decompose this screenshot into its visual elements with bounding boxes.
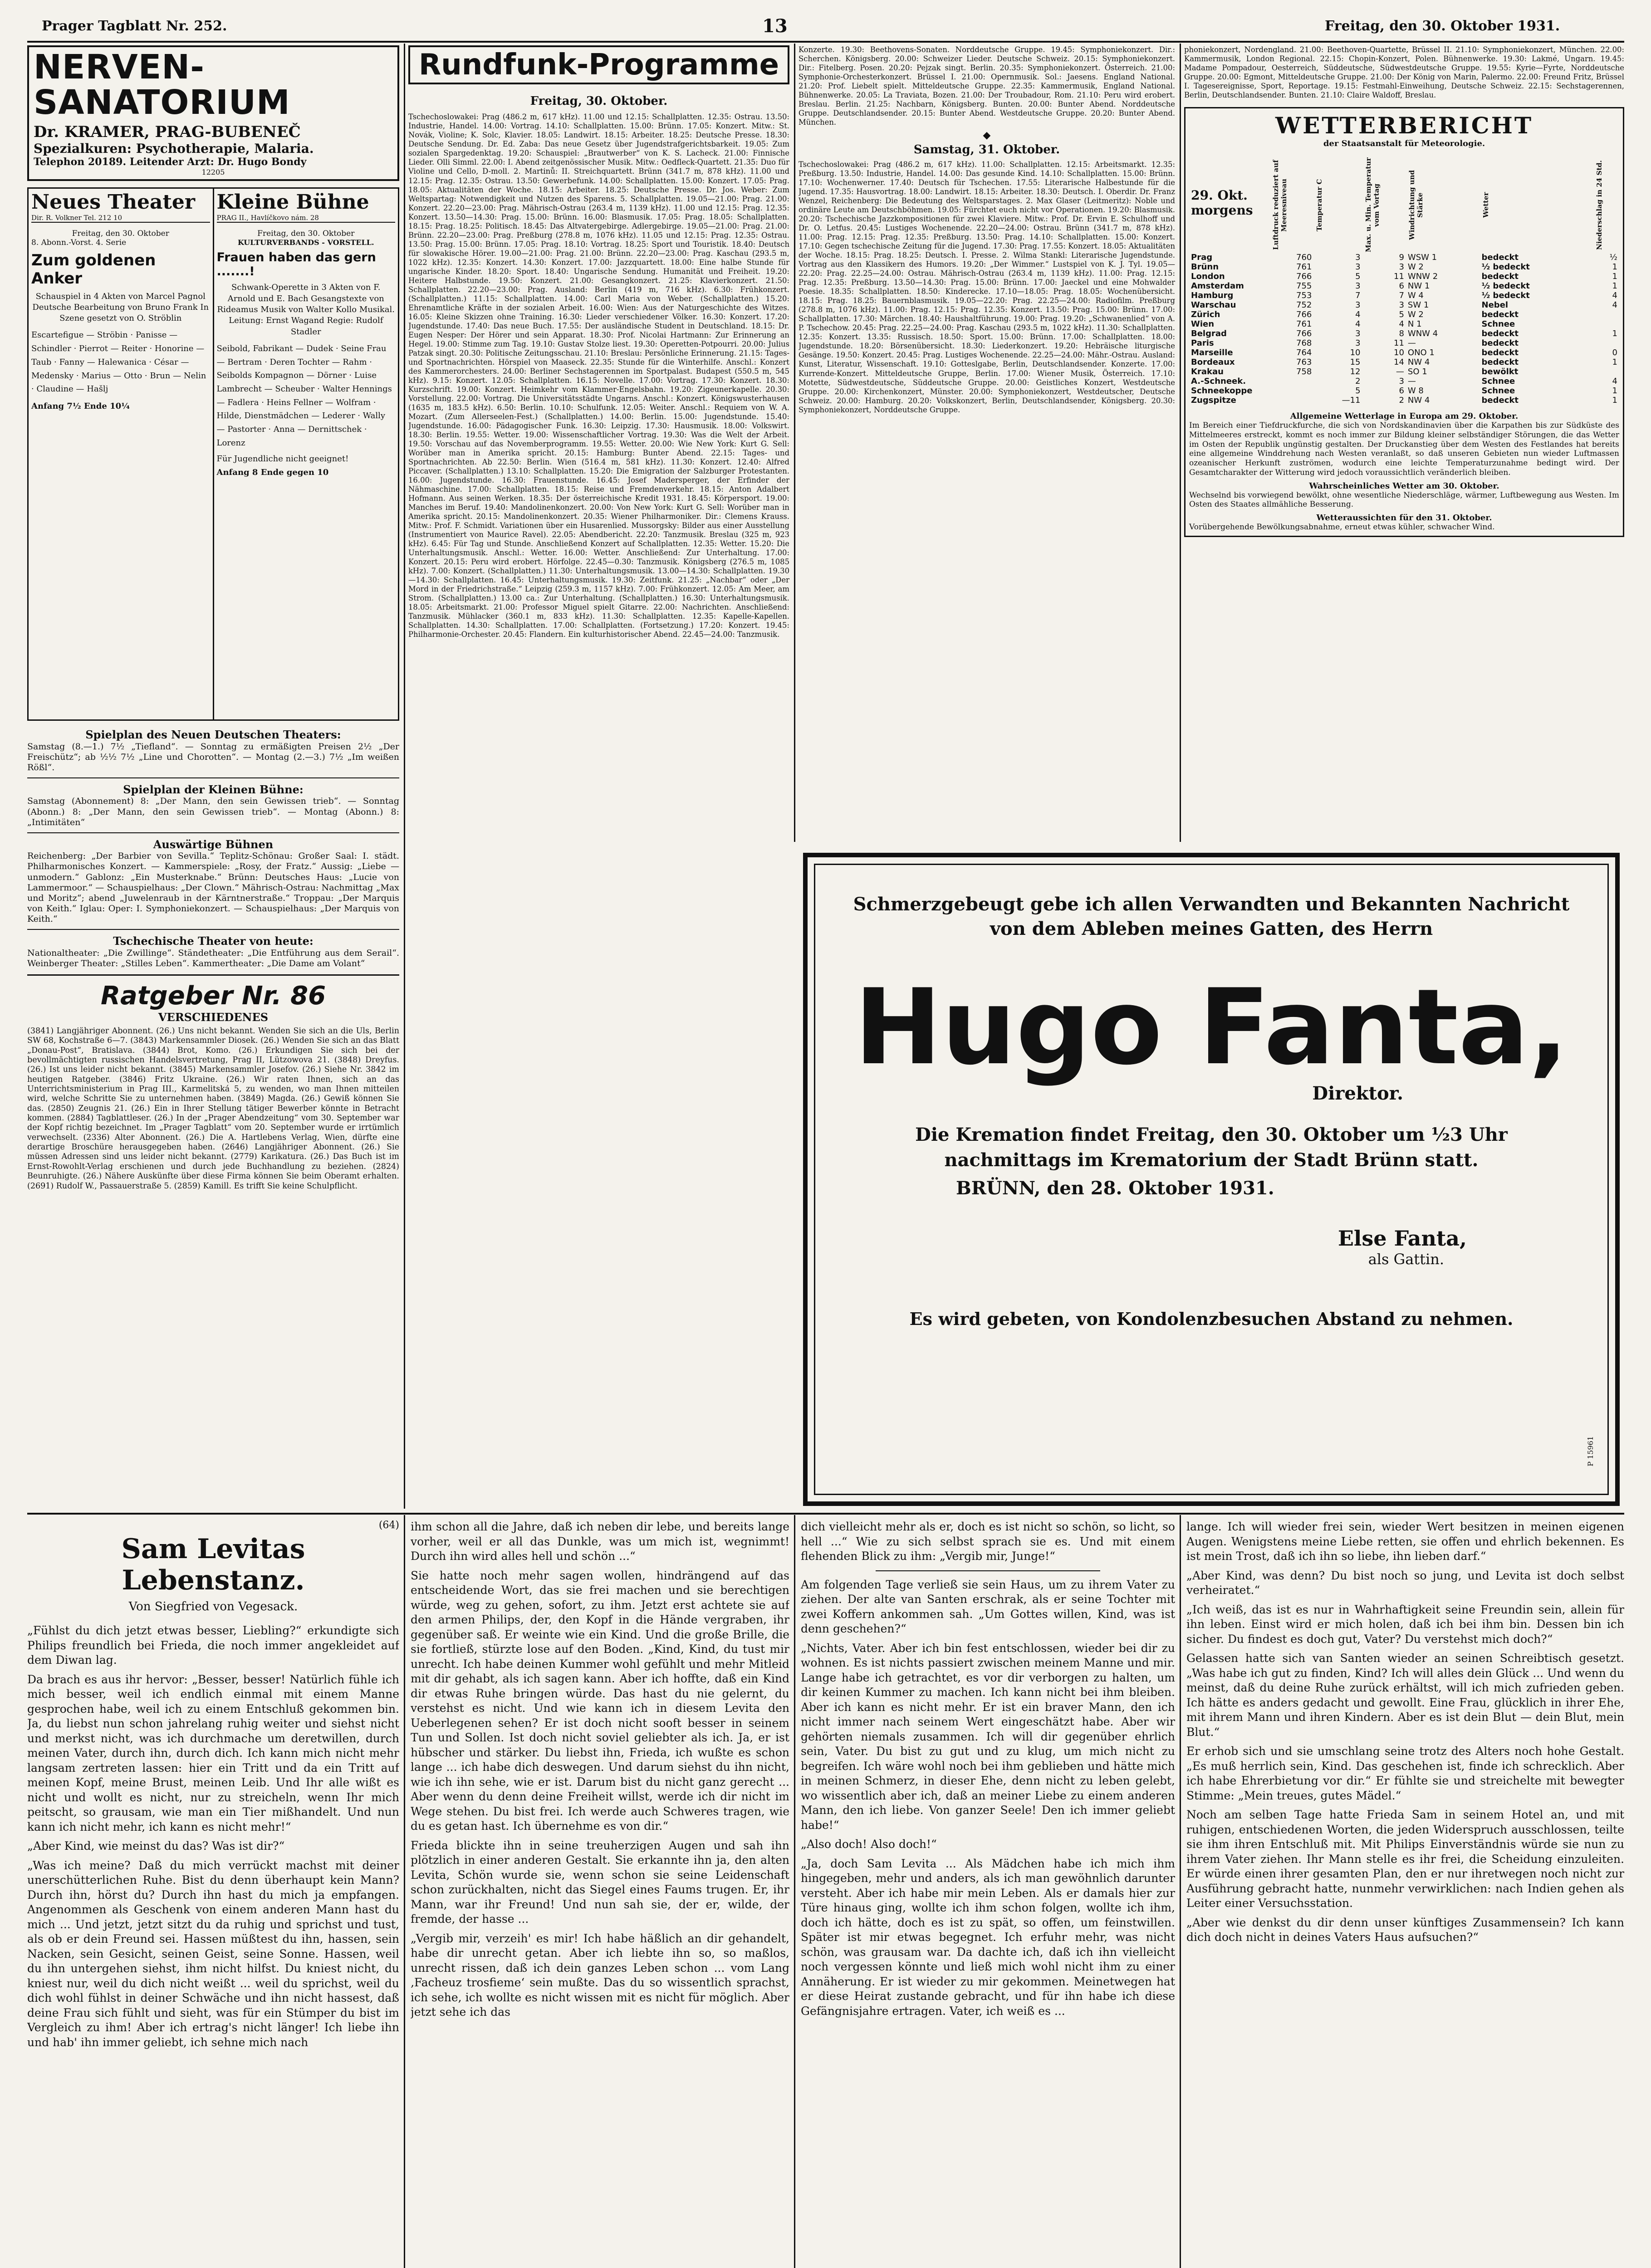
- wetter-cell-mx: 6: [1399, 386, 1404, 396]
- feuilleton-text-1: [27, 1623, 399, 2050]
- kleine-buehne-sub: PRAG II., Havlíčkovo nám. 28: [217, 214, 396, 223]
- wetter-cell-wx: bedeckt: [1481, 310, 1519, 320]
- wetter-cell-t: 3: [1355, 300, 1361, 310]
- feuilleton-number: (64): [378, 1520, 399, 1531]
- wetter-cell-mx: 14: [1394, 357, 1404, 367]
- rundfunk-col3-top: phoniekonzert, Nordengland. 21.00: Beethoven-Quartette, Brüssel II. 21.10: Symphoniekonzert, München. 22.00: Kammermusik, London Regional. 22.15: Chopin-Konzert, Polen. Bühnenwerke. 19.30: Lakmé, Ungarn. 19.45: Madame Pompadour, Oesterreich, Süddeutsche, Südwestdeutsche Gruppe. 19.55: Kyrie—Fyrte, Norddeutsche Gruppe. 20.00: Egmont, Mitteldeutsche Gruppe. 21.00: Der König von Marin, Palermo. 22.00: Freund Fritz, Brüssel I. Tagesereignisse, Sport, Reportage. 19.15: Festmahl-Einweihung, Deutsche Schweiz. 22.15: Sechstagerennen, Berlin, Deutschlandsender. Bunten. 21.10: Claire Waldoff, Breslau.: [1184, 45, 1624, 100]
- paragraph: Da brach es aus ihr hervor: „Besser, besser! Natürlich fühle ich mich besser, weil ich endlich einmal mit einem Manne gesprochen habe, weil ich zu einem Entschluß gekommen bin. Ja, du liebst nun schon jahrelang ruhig weiter und siehst nicht und merkst nicht, was ich durchmache um deretwillen, durch meinen Vater, durch ihn, durch dich. Ich kann mich nicht mehr langsam zertreten lassen: hier ein Tritt und da ein Tritt auf meinen Kopf, meine Brust, meinen Leib. Und Ihr alle wißt es nicht und wollt es nicht, nur zu streicheln, wenn Ihr mich peitscht, so grausam, wie man ein Tier mißhandelt. Und nun kann ich nicht mehr, ich kann es nicht mehr!“: [27, 1672, 399, 1833]
- wetter-col-precip: Niederschlag in 24 Std.: [1595, 160, 1604, 250]
- spielplan-neues-text: Samstag (8.—1.) 7½ „Tiefland“. — Sonntag zu ermäßigten Preisen 2½ „Der Freischütz“; ab ½½ 7½ „Line und Chorotten“. — Montag (2.—3.) 7½ „Im weißen Rößl“.: [27, 741, 399, 772]
- wetter-cell-p: 760: [1296, 253, 1312, 263]
- wetter-cell-wx: bedeckt: [1481, 272, 1519, 282]
- wetter-cell-n: 0: [1612, 348, 1617, 358]
- kleine-buehne-title: Kleine Bühne: [216, 191, 369, 214]
- wetter-cell-p: 766: [1296, 272, 1312, 282]
- wetter-col-max: Max. u. Min. Temperatur vom Vortag: [1364, 157, 1381, 253]
- neues-theater-sub: Dir. R. Volkner Tel. 212 10: [31, 214, 210, 223]
- wetter-cell-mx: 9: [1399, 253, 1404, 263]
- wetter-table: [1189, 153, 1619, 405]
- divider: [27, 832, 399, 833]
- wetter-cell-mx: 3: [1399, 300, 1404, 310]
- wetter-cell-wx: bedeckt: [1481, 348, 1519, 358]
- wetter-cell-n: [1593, 338, 1619, 348]
- wetter-col-pressure: Luftdruck reduziert auf Meeresniveau: [1272, 160, 1288, 250]
- wetter-cell-t: 3: [1355, 262, 1361, 272]
- wetter-row: [1189, 367, 1619, 376]
- tschech-theater-text: Nationaltheater: „Die Zwillinge“. Ständetheater: „Die Entführung aus dem Serail“. Weinberger Theater: „Stilles Leben“. Kammertheater: „Die Dame am Volant“: [27, 948, 399, 968]
- divider: [27, 929, 399, 930]
- wetter-row: [1189, 357, 1619, 367]
- wetter-cell-mx: 5: [1399, 310, 1404, 320]
- wetter-cell-p: 752: [1296, 300, 1312, 310]
- wetter-row: [1189, 253, 1619, 262]
- column-rule: [794, 1515, 795, 2268]
- wetter-cell-n: [1593, 310, 1619, 319]
- wetter-cell-city: Prag: [1191, 253, 1213, 263]
- wetter-row: [1189, 272, 1619, 281]
- wetter-cell-city: Warschau: [1191, 300, 1236, 310]
- masthead-rule: [27, 41, 1624, 43]
- wetter-cell-wind: WNW 4: [1407, 329, 1438, 339]
- wetter-cell-city: Marseille: [1191, 348, 1233, 358]
- neues-theater-cast: Escartefigue — Ströbin · Panisse — Schindler · Pierrot — Reiter · Honorine — Taub · Fanny — Halewanica · César — Medensky · Marius — Otto · Brun — Nelin · Claudine — Hašlj: [31, 330, 206, 394]
- sanatorium-line2: Spezialkuren: Psychotherapie, Malaria.: [34, 141, 314, 156]
- kleine-buehne-cast: Seibold, Fabrikant — Dudek · Seine Frau — Bertram · Deren Tochter — Rahm · Seibolds Kompagnon — Dörner · Luise Lambrecht — Scheuber · Walter Hennings — Fadlera · Heins Fellner — Wolfram · Hilde, Dienstmädchen — Lederer · Wally — Pastorter · Anna — Dernittschek · Lorenz: [216, 343, 392, 448]
- kleine-buehne-abo: KULTURVERBANDS - VORSTELL.: [237, 238, 374, 247]
- paragraph: „Ich weiß, das ist es nur in Wahrhaftigkeit seine Freundin sein, allein für ihn leben. Einst wird er mich holen, daß ich bei ihm bin. Dessen bin ich sicher. Du findest es doch gut, Vater? Du verstehst mich doch?“: [1186, 1603, 1624, 1646]
- wetter-cell-n: 4: [1612, 291, 1617, 301]
- wetter-cell-wind: ONO 1: [1407, 348, 1435, 358]
- obituary-sign-sub: als Gattin.: [1368, 1250, 1444, 1268]
- neues-theater-desc: Schauspiel in 4 Akten von Marcel Pagnol Deutsche Bearbeitung von Bruno Frank In Szene gesetzt von O. Ströblin: [32, 291, 209, 323]
- paragraph: „Nichts, Vater. Aber ich bin fest entschlossen, wieder bei dir zu wohnen. Es ist nichts passiert zwischen meinem Manne und mir. Lange habe ich getrachtet, es vor dir verborgen zu halten, um dir keinen Kummer zu machen. Ich kann nicht bei ihm bleiben. Aber ich kann es nicht mehr. Er ist ein braver Mann, den ich nicht immer nach seinem Wert eingeschätzt habe. Aber wir gehörten niemals zusammen. Ich will dir gegenüber ehrlich sein, Vater. Du bist zu gut und zu klug, um mich nicht zu begreifen. Ich wäre wohl noch bei ihm geblieben und hätte mich in meinen Schmerz, in dieser Ehe, denn nicht zu leben gelebt, wo wissentlich aber ich, daß an meiner Liebe zu einem anderen Mann, den ich liebe. Von ganzer Seele! Den ich immer geliebt habe!“: [801, 1641, 1175, 1832]
- wetter-cell-n: [1593, 319, 1619, 329]
- feuilleton-col-3: [801, 1520, 1175, 2268]
- sanatorium-line3: Telephon 20189. Leitender Arzt: Dr. Hugo Bondy: [34, 156, 307, 168]
- rundfunk-saturday: Samstag, 31. Oktober.: [913, 143, 1060, 157]
- wetter-cell-mx: 11: [1394, 272, 1404, 282]
- wetter-cell-wind: SO 1: [1407, 367, 1427, 377]
- wetter-today-title: Wahrscheinliches Wetter am 30. Oktober.: [1309, 481, 1499, 491]
- wetter-cell-p: 758: [1296, 367, 1312, 377]
- paragraph: Am folgenden Tage verließ sie sein Haus, um zu ihrem Vater zu ziehen. Der alte van Santen erschrak, als er seine Tochter mit zwei Koffern ankommen sah. „Um Gottes willen, Kind, was ist denn geschehen?“: [801, 1578, 1175, 1635]
- paragraph: Noch am selben Tage hatte Frieda Sam in seinem Hotel an, und mit ruhigen, entschiedenen Worten, die jeden Widerspruch ausschlossen, teilte sie ihm ihren Entschluß mit. Mit Philips Einverständnis würde sie nun zu ihrem Vater ziehen. Ihr Mann stelle es ihr frei, die Scheidung einzuleiten. Er würde einen ihrer gesamten Plan, den er nur ihretwegen noch nicht zur Ausführung gebracht hatte, nunmehr verwirklichen: nach Indien gehen als Leiter einer Versuchsstation.: [1186, 1808, 1624, 1910]
- wetter-cell-wind: SW 1: [1407, 300, 1429, 310]
- wetter-cell-wind: W 2: [1407, 262, 1424, 272]
- wetter-outlook-title: Wetteraussichten für den 31. Oktober.: [1316, 513, 1492, 523]
- wetter-cell-mx: 6: [1399, 281, 1404, 291]
- kleine-buehne-play: Frauen haben das gern .......!: [216, 250, 376, 279]
- wetter-outlook: Vorübergehende Bewölkungsabnahme, erneut etwas kühler, schwacher Wind.: [1189, 522, 1495, 532]
- wetter-cell-n: 1: [1612, 386, 1617, 396]
- wetter-cell-wx: bedeckt: [1481, 357, 1519, 367]
- neues-theater-play: Zum goldenen Anker: [31, 251, 156, 288]
- wetter-cell-city: Amsterdam: [1191, 281, 1244, 291]
- wetter-cell-p: 761: [1296, 262, 1312, 272]
- wetter-cell-p: 761: [1296, 319, 1312, 329]
- paragraph: lange. Ich will wieder frei sein, wieder Wert besitzen in meinen eigenen Augen. Wenigstens meine Liebe retten, sie offen und ehrlich bekennen. Es ist mein Trost, daß ich ihn so liebe, ihn lieben darf.“: [1186, 1520, 1624, 1563]
- rundfunk-friday-text: Tschechoslowakei: Prag (486.2 m, 617 kHz). 11.00 und 12.15: Schallplatten. 12.35: Ostrau. 13.50: Industrie, Handel. 14.00: Vortrag. 14.10: Schallplatten. 15.00: Brünn. 17.05: Konzert. Mitw.: St. Novák, Violine; K. Solc, Klavier. 18.05: Landwirt. 18.15: Arbeiter. 18.25: Deutsche Presse. 18.30: Deutsche Sendung. Dr. Ed. Zaba: Das neue Gesetz über Jugendstrafgerichtsbarkeit. 19.05: Zum sozialen Spargedenktag. 19.20: Schauspiel: „Brautwerber“ von K. S. Lacheck. 21.00: Finnische Lieder. Olli Simml. 22.00: I. Abend zeitgenössischer Musik. Mitw.: Oedfleck-Quartett. 21.35: Duo für Violine und Cello, D-moll. 2. Martinů: II. Streichquartett. Brünn (341.7 m, 878 kHz). 11.00 und 12.15: Prag. 12.35: Ostrau. 13.50: Gewerbefunk. 14.00: Schallplatten. 15.00: Konzert. 17.05: Prag. 18.05: Aktualitäten der Woche. 18.15: Arbeiter. 18.25: Deutsche Presse. Dr. Jos. Weber: Zum Weltspartag: Notwendigkeit und Nutzen des Sparens. 5. Schallplatten. 19.05—21.00: Prag. 21.00: Konzert. 22.20—23.00: Prag. Mährisch-Ostrau (263.4 m, 1139 kHz). 11.00 und 12.15: Prag. 12.35: Konzert. 13.50—14.30: Prag. 15.00: Brünn. 16.00: Blasmusik. 17.05: Prag. 18.05: Schallplatten. 18.15: Prag. 18.25: Politisch. 18.45: Das Altvatergebirge. Adlergebirge. 19.05—21.00: Prag. 21.00: Brünn. 22.20—23.00: Prag. Preßburg (278.8 m, 1076 kHz). 11.05 und 12.15: Prag. 12.35: Ostrau. 13.50: Prag. 15.00: Brünn. 17.05: Prag. 18.10: Vortrag. 18.25: Sport und Touristik. 18.40: Deutsch für slowakische Hörer. 19.00—21.00: Prag. 21.00: Brünn. 22.20—23.00: Prag. Kaschau (293.5 m, 1022 kHz). 12.35: Konzert. 14.30: Konzert. 17.00: Jazzquartett. 18.00: Eine halbe Stunde für ungarische Kinder. 18.20: Sport. 18.40: Ungarische Sendung. Humanität und Freiheit. 19.20: Heitere Halbstunde. 19.50: Konzert. 21.00: Gesangkonzert. 21.25: Klavierkonzert. 21.50: Schallplatten. 22.20—23.00: Prag. Ausland: Berlin (419 m, 716 kHz). 6.30: Frühkonzert. (Schallplatten.) 11.15: Schallplatten. 14.00: Carl Maria von Weber. (Schallplatten.) 15.20: Ehrenamtliche Kräfte in der sozialen Arbeit. 16.00: Wien: Aus der Naturgeschichte des Witzes. 16.05: Kleine Skizzen ohne Training. 16.30: Lieder verschiedener Völker. 16.30: Konzert. 17.20: Jugendstunde. 17.40: Das neue Buch. 17.55: Der ausländische Student in Deutschland. 18.15: Dr. Eugen Nesper: Der Hörer und sein Apparat. 18.30: Prof. Nicolai Hartmann: Zur Erinnerung an Hegel. 19.00: Stimme zum Tag. 19.10: Gustav Stolze liest. 19.30: Operetten-Potpourri. 20.00: Julius Patzak singt. 20.30: Politische Zeitungsschau. 21.10: Breslau: Persönliche Erinnerung. 21.15: Tages- und Sportnachrichten. Hörspiel von Maaseck. 22.35: Stunde für die Winterhilfe. Anschl.: Konzert des Kammerorchesters. 24.00: Berliner Sechstagerennen im Sportpalast. Budapest (550.5 m, 545 kHz). 9.15: Konzert. 12.05: Schallplatten. 16.15: Novelle. 17.00: Vortrag. 17.30: Konzert. 18.30: Kurzschrift. 19.00: Konzert. Heimkehr vom Klammer-Engelsbahn. 19.20: Zigeunerkapelle. 20.30: Vorstellung. 22.00: Vortrag. Die Universitätsstädte Ungarns. Anschl.: Konzert. Königswusterhausen (1635 m, 183.5 kHz). 6.50: Berlin. 10.10: Schulfunk. 12.05: Weiter. Anschl.: Requiem von W. A. Mozart. (Zum Allerseelen-Fest.) (Schallplatten.) 14.00: Berlin. 15.00: Jugendstunde. 15.40: Jugendstunde. 16.00: Pädagogischer Funk. 16.30: Leipzig. 17.30: Hausmusik. 18.00: Volkswirt. 18.30: Berlin. 19.55: Wetter. 19.00: Wissenschaftlicher Vortrag. 19.30: Was die Welt der Arbeit. 19.50: Vorschau auf das Novemberprogramm. 19.55: Wetter. 20.00: Wie New York: Kurt G. Sell: Worüber man in Amerika spricht. 20.15: Hamburg: Bunter Abend. 22.15: Tages- und Sportnachrichten. Ab 22.50: Berlin. Wien (516.4 m, 581 kHz). 11.30: Konzert. 12.40: Alfred Piccaver. (Schallplatten.) 13.10: Schallplatten. 15.20: Die Emigration der Salzburger Protestanten. 16.00: Jugendstunde. 16.30: Frauenstunde. 16.45: Josef Madersperger, der Erfinder der Nähmaschine. 17.00: Schallplatten. 18.15: Reise und Fremdenverkehr. 18.15: Anton Adalbert Hofmann. Aus seinen Werken. 18.35: Der österreichische Kredit 1931. 18.45: Körpersport. 19.00: Manches im Beruf. 19.40: Mandolinenkonzert. 20.00: Von New York: Kurt G. Sell: Worüber man in Amerika spricht. 20.15: Mandolinenkonzert. 20.35: Wiener Philharmoniker. Dir.: Clemens Krauss. Mitw.: Prof. F. Schmidt. Variationen über ein Husarenlied. Mussorgsky: Bilder aus einer Ausstellung (Instrumentiert von Maurice Ravel). 22.05: Abendbericht. 22.20: Tanzmusik. Breslau (325 m, 923 kHz). 6.45: Für Tag und Stunde. Anschließend Konzert auf Schallplatten. 12.35: Wetter. 15.20: Die Unterhaltungsmusik. Anschl.: Wetter. 16.00: Wetter. Anschließend: Zur Unterhaltung. 17.00: Konzert. 20.15: Peru wird erobert. Hörfolge. 22.45—0.30: Tanzmusik. Königsberg (276.5 m, 1085 kHz). 7.00: Konzert. (Schallplatten.) 11.30: Unterhaltungsmusik. 13.00—14.30: Schallplatten. 19.30—14.30: Schallplatten. 16.45: Unterhaltungsmusik. 19.30: Zeitfunk. 21.25: „Nachbar“ oder „Der Mord in der Friedrichstraße.“ Leipzig (259.3 m, 1157 kHz). 7.00: Frühkonzert. 12.05: Am Meer, am Strom. (Schallplatten.) 13.00 ca.: Zur Unterhaltung. (Schallplatten.) 16.30: Unterhaltungsmusik. 18.05: Arbeitsmarkt. 21.00: Professor Miguel spielt Gitarre. 22.00: Nachrichten. Anschließend: Tanzmusik. Mühlacker (360.1 m, 833 kHz). 11.30: Schallplatten. 12.35: Kapelle-Kapellen. Schallplatten. 14.30: Schallplatten. 17.00: Schallplatten. (Fortsetzung.) 17.20: Konzert. 19.45: Philharmonie-Orchester. 20.45: Flandern. Ein kulturhistorischer Abend. 22.45—24.00: Tanzmusik.: [408, 112, 789, 639]
- wetter-cell-n: 1: [1612, 329, 1617, 339]
- wetter-cell-wx: ½ bedeckt: [1481, 262, 1530, 272]
- kleine-buehne-note: Für Jugendliche nicht geeignet!: [216, 454, 349, 464]
- spielplan-kleine: [27, 783, 399, 828]
- feuilleton-col-2: [411, 1520, 789, 2268]
- neues-theater-abo: 8. Abonn.-Vorst. 4. Serie: [31, 238, 127, 248]
- wetter-today: Wechselnd bis vorwiegend bewölkt, ohne wesentliche Niederschläge, wärmer, Luftbewegung aus Westen. Im Osten des Staates allmähliche Besserung.: [1189, 490, 1619, 509]
- wetter-cell-wx: bedeckt: [1481, 338, 1519, 348]
- obituary-role: Direktor.: [1312, 1082, 1403, 1104]
- sanatorium-title: NERVEN-SANATORIUM: [34, 48, 290, 122]
- feuilleton-author: Von Siegfried von Vegesack.: [128, 1600, 298, 1613]
- wetter-cell-n: 1: [1612, 272, 1617, 282]
- wetter-cell-t: 3: [1355, 253, 1361, 263]
- spielplan-kleine-title: Spielplan der Kleinen Bühne:: [123, 783, 304, 797]
- neues-theater-start: Anfang 7½ Ende 10¼: [31, 401, 130, 411]
- divider: [27, 777, 399, 778]
- wetter-cell-wind: NW 4: [1407, 357, 1430, 367]
- obituary-notice: [803, 853, 1620, 1506]
- wetter-cell-t: 12: [1350, 367, 1361, 377]
- sanatorium-line1: Dr. KRAMER, PRAG-BUBENEČ: [34, 123, 301, 142]
- wetter-col-wind: Windrichtung und Stärke: [1407, 170, 1424, 240]
- wetter-cell-t: 5: [1355, 386, 1361, 396]
- rundfunk-column-2: [799, 45, 1175, 842]
- wetter-cell-p: 763: [1296, 357, 1312, 367]
- wetter-cell-wind: WNW 2: [1407, 272, 1438, 282]
- theater-ads: [27, 187, 399, 721]
- obituary-name: Hugo Fanta,: [854, 967, 1569, 1088]
- tschech-theater: [27, 934, 399, 969]
- feuilleton-rule: [27, 1513, 1624, 1515]
- wetter-cell-mx: 7: [1399, 291, 1404, 301]
- wetter-cell-n: 1: [1612, 396, 1617, 406]
- paragraph: Gelassen hatte sich van Santen wieder an seinen Schreibtisch gesetzt. „Was habe ich gut zu finden, Kind? Ich will alles dein Glück ... Und wenn du meinst, daß du deine Ruhe zurück erhältst, will ich mich zufrieden geben. Ich hätte es anders gedacht und gewollt. Eine Frau, glücklich in ihrer Ehe, mit ihrem Mann und ihren Kindern. Aber es ist dein Blut — dein Blut, mein Blut.“: [1186, 1652, 1624, 1739]
- kleine-buehne-start: Anfang 8 Ende gegen 10: [216, 467, 329, 477]
- obituary-note: Es wird gebeten, von Kondolenzbesuchen Abstand zu nehmen.: [909, 1308, 1514, 1329]
- wetter-cell-city: Brünn: [1191, 262, 1219, 272]
- wetter-cell-wind: W 2: [1407, 310, 1424, 320]
- column-rule: [404, 1515, 405, 2268]
- auswaertige-text: Reichenberg: „Der Barbier von Sevilla.“ Teplitz-Schönau: Großer Saal: I. städt. Philharmonisches Konzert. — Kammerspiele: „Rosy, der Fratz.“ Aussig: „Liebe — unmodern.“ Gablonz: „Ein Musterknabe.“ Brünn: Deutsches Haus: „Lucie von Lammermoor.“ — Schauspielhaus: „Der Clown.“ Mährisch-Ostrau: Nachmittag „Max und Moritz“; abend „Juwelenraub in der Kärntnerstraße.“ Troppau: „Der Marquis von Keith.“ Iglau: Oper: I. Symphoniekonzert. — Schauspielhaus: „Der Marquis von Keith.“: [27, 851, 399, 924]
- divider: [876, 1570, 1100, 1571]
- wetter-cell-wind: NW 1: [1407, 281, 1430, 291]
- paragraph: dich vielleicht mehr als er, doch es ist nicht so schön, so licht, so hell ...“ Wie zu sich selbst sprach sie es. Und mit einem flehenden Blick zu ihm: „Vergib mir, Junge!“: [801, 1520, 1175, 1563]
- wetter-cell-mx: 4: [1399, 319, 1404, 329]
- wetter-cell-mx: 10: [1394, 348, 1404, 358]
- feuilleton-text-4: [1186, 1520, 1624, 1945]
- wetter-cell-wx: bedeckt: [1481, 329, 1519, 339]
- spielplan-kleine-text: Samstag (Abonnement) 8: „Der Mann, den sein Gewissen trieb“. — Sonntag (Abonn.) 8: „Der Mann, den sein Gewissen trieb“. — Montag (Abonn.) 8: „Intimitäten“: [27, 796, 399, 827]
- wetter-cell-wind: WSW 1: [1407, 253, 1437, 263]
- wetter-cell-t: 15: [1350, 357, 1361, 367]
- wetter-cell-mx: 3: [1399, 262, 1404, 272]
- divider: [27, 974, 399, 976]
- wetter-cell-p: 768: [1296, 338, 1312, 348]
- wetter-cell-city: Krakau: [1191, 367, 1224, 377]
- paragraph: „Aber wie denkst du dir denn unser künftiges Zusammensein? Ich kann dich doch nicht in deines Vaters Haus aufsuchen?“: [1186, 1916, 1624, 1944]
- ratgeber-title: Ratgeber Nr. 86: [100, 981, 326, 1011]
- wetter-row: [1189, 300, 1619, 310]
- wetter-cell-wx: Schnee: [1481, 376, 1515, 386]
- masthead-right: Freitag, den 30. Oktober 1931.: [1325, 18, 1560, 34]
- wetter-cell-wind: W 4: [1407, 291, 1424, 301]
- wetter-row: [1189, 281, 1619, 291]
- obituary-code: P 15961: [1586, 1436, 1595, 1466]
- right-column: [1184, 45, 1624, 842]
- wetter-cell-wx: ½ bedeckt: [1481, 291, 1530, 301]
- wetter-rows: [1189, 253, 1619, 405]
- sanatorium-code: 12205: [201, 168, 225, 177]
- paragraph: „Aber Kind, wie meinst du das? Was ist dir?“: [27, 1839, 285, 1853]
- paragraph: „Ja, doch Sam Levita ... Als Mädchen habe ich mich ihm hingegeben, mehr und anders, als ich man gewöhnlich darunter versteht. Aber ich habe mir mein Leben. Als er damals hier zur Türe hinaus ging, wollte ich ihm schon folgen, wollte ich ihm, doch ich hätte, doch es ist zu spät, so offen, um feinstwillen. Später ist mir etwas begegnet. Ich erfuhr mehr, was nicht schön, was grausam war. Da dachte ich, daß ich ihn vielleicht noch vergessen könnte und ließ mich wohl nicht ihm zu einer Annäherung. Er ist wieder zu mir gekommen. Meinetwegen hat er diese Heirat zustande gebracht, und für ihn habe ich diese Gefängnisjahre ertragen. Vater, ich weiß es ...: [801, 1857, 1175, 2018]
- wetter-row: [1189, 262, 1619, 272]
- wetter-cell-n: 4: [1612, 300, 1617, 310]
- wetter-cell-t: 7: [1355, 291, 1361, 301]
- wetterbericht: [1184, 107, 1624, 537]
- wetter-row: [1189, 376, 1619, 386]
- wetter-cell-mx: —: [1396, 367, 1404, 377]
- wetter-cell-t: 3: [1355, 329, 1361, 339]
- wetter-cell-p: 764: [1296, 348, 1312, 358]
- feuilleton-text-3: [801, 1520, 1175, 2019]
- kleine-buehne-desc: Schwank-Operette in 3 Akten von F. Arnold und E. Bach Gesangstexte von Rideamus Musik von Walter Kollo Musikal. Leitung: Ernst Wagand Regie: Rudolf Stadler: [217, 283, 395, 337]
- wetter-row: [1189, 319, 1619, 329]
- wetter-row: [1189, 338, 1619, 348]
- wetter-cell-city: Belgrad: [1191, 329, 1227, 339]
- kleine-buehne-date: Freitag, den 30. Oktober: [257, 229, 355, 238]
- wetter-cell-wx: Schnee: [1481, 386, 1515, 396]
- wetter-cell-n: 1: [1612, 262, 1617, 272]
- wetter-cell-wx: bewölkt: [1481, 367, 1519, 377]
- wetter-cell-city: Wien: [1191, 319, 1215, 329]
- feuilleton-col-4: [1186, 1520, 1624, 2268]
- wetter-cell-p: [1270, 396, 1313, 405]
- wetter-cell-n: 4: [1612, 376, 1617, 386]
- wetter-row: [1189, 396, 1619, 405]
- left-column: [27, 45, 399, 1510]
- rundfunk-header: [408, 45, 789, 84]
- kleine-buehne-ad: [214, 189, 398, 719]
- wetter-cell-city: London: [1191, 272, 1225, 282]
- wetter-cell-t: 3: [1355, 281, 1361, 291]
- paragraph: Frieda blickte ihn in seine treuherzigen Augen und sah ihn plötzlich in einer anderen Gestalt. Sie erkannte ihn ja, den alten Levita, Schön wurde sie, wenn schon sie seine Leidenschaft schon zurückhalten, nicht das Siegel eines Faums trugen. Er, ihr Mann, war ihr Freund! Und nun sah sie, der er, wilde, der fremde, der hasse ...: [411, 1838, 789, 1926]
- wetter-cell-p: 766: [1296, 329, 1312, 339]
- wetter-cell-city: Schneekoppe: [1191, 386, 1253, 396]
- paragraph: ihm schon all die Jahre, daß ich neben dir lebe, und bereits lange vorher, weil er all das Dunkle, was um mich ist, wegnimmt! Durch ihn wird alles hell und schön ...“: [411, 1520, 789, 1563]
- wetter-cell-t: 10: [1350, 348, 1361, 358]
- paragraph: Sie hatte noch mehr sagen wollen, hindrängend auf das entscheidende Wort, das sie frei machen und sie berechtigen würde, weg zu gehen, sofort, zu ihm. Jetzt erst achtete sie auf den armen Philips, der, den Kopf in die Hände vergraben, ihr gegenüber saß. Er weinte wie ein Kind. Und die große Brille, die sie fortließ, stürzte lose auf den Boden. „Kind, Kind, du tust mir unrecht. Ich habe deinen Kummer wohl gefühlt und mehr Mitleid mit dir gehabt, als ich sagen kann. Aber ich hoffte, daß ein Kind dir etwas Ruhe bringen würde. Das hast du nie gelernt, du verstehst es nicht. Und wie kann ich in diesem Levita den Ueberlegenen sehen? Er ist doch nicht sooft besser in seinem Tun und Sollen. Ist doch nicht soviel geliebter als ich. Ja, er ist hübscher und stärker. Du liebst ihn, Frieda, ich wußte es schon lange ... ich habe dich deswegen. Und darum siehst du ihn nicht, wie ich ihn sehe, wie er ist. Darum bist du nicht ganz gerecht ... Aber wenn du denn deine Freiheit willst, werde ich dir nicht im Wege stehen. Du bist frei. Ich werde auch Schweres tragen, wie du es getan hast. Ich übernehme es von dir.“: [411, 1569, 789, 1833]
- wetter-row: [1189, 386, 1619, 396]
- rundfunk-title: Rundfunk-Programme: [418, 48, 779, 82]
- column-rule: [404, 44, 405, 1509]
- obituary-place: BRÜNN, den 28. Oktober 1931.: [956, 1177, 1274, 1199]
- neues-theater-date: Freitag, den 30. Oktober: [72, 229, 169, 238]
- wetter-head-date: 29. Okt. morgens: [1191, 188, 1253, 218]
- wetter-cell-p: 753: [1296, 291, 1312, 301]
- feuilleton-text-2: [411, 1520, 789, 2020]
- wetter-cell-n: 1: [1612, 281, 1617, 291]
- wetter-cell-t: 4: [1355, 319, 1361, 329]
- wetter-sub: der Staatsanstalt für Meteorologie.: [1323, 139, 1485, 149]
- wetter-row: [1189, 310, 1619, 319]
- paragraph: „Vergib mir, verzeih' es mir! Ich habe häßlich an dir gehandelt, habe dir unrecht getan. Aber ich liebte ihn so, so maßlos, unrecht rissen, daß ich dein ganzes Leben schon ... vom Lang ‚Facheuz trosfieme‘ sein mußte. Das du so wissentlich sprachst, ich sehe, ich wollte es nicht wissen mit es nicht für möglich. Aber jetzt sehe ich das: [411, 1931, 789, 2019]
- masthead-left: Prager Tagblatt Nr. 252.: [42, 18, 227, 34]
- wetter-general-title: Allgemeine Wetterlage in Europa am 29. Oktober.: [1290, 411, 1519, 421]
- wetter-cell-mx: 8: [1399, 329, 1404, 339]
- paragraph: Er erhob sich und sie umschlang seine trotz des Alters noch hohe Gestalt. „Es muß herrlich sein, Kind. Das geschehen ist, finde ich schrecklich. Aber ich habe Ehrerbietung vor dir.“ Er fühlte sie und streichelte mit bewegter Stimme: „Mein treues, gutes Mädel.“: [1186, 1745, 1624, 1802]
- rundfunk-col2-top: Konzerte. 19.30: Beethovens-Sonaten. Norddeutsche Gruppe. 19.45: Symphoniekonzert. Dir.: Scherchen. Königsberg. 20.00: Schweizer Lieder. Deutsche Schweiz. 20.15: Symphoniekonzert. Dir.: Fitelberg. Posen. 20.20: Pejzak singt. Berlin. 20.35: Symphoniekonzert. Österreich. 21.00: Symphonie-Orchesterkonzert. Brüssel I. 21.00: Opernmusik. Sol.: Jaesens. England National. 21.20: Prof. Liebelt spielt. Mitteldeutsche Gruppe. 22.35: Kammermusik, England National. Bühnenwerke. 20.05: La Traviata, Bozen. 21.00: Der Troubadour, Rom. 21.10: Peru wird erobert. Breslau. Berlin. 21.25: Nachbarn, Königsberg. Bunten. 20.00: Bunter Abend. Norddeutsche Gruppe. Deutschlandsender. 20.15: Bunter Abend. Westdeutsche Gruppe. 20.20: Bunter Abend. München.: [799, 45, 1175, 127]
- sanatorium-ad: [27, 45, 399, 181]
- wetter-cell-mx: 11: [1394, 338, 1404, 348]
- paragraph: „Fühlst du dich jetzt etwas besser, Liebling?“ erkundigte sich Philips freundlich bei Frieda, die noch immer angekleidet auf dem Diwan lag.: [27, 1624, 399, 1667]
- spielplan-neues: [27, 728, 399, 773]
- wetter-cell-p: [1270, 386, 1313, 396]
- wetter-cell-wind: —: [1407, 376, 1416, 386]
- wetter-cell-wind: W 8: [1407, 386, 1424, 396]
- wetter-cell-t: 2: [1355, 376, 1361, 386]
- column-rule: [794, 44, 795, 842]
- wetter-cell-city: Hamburg: [1191, 291, 1234, 301]
- rundfunk-column: [408, 45, 789, 1510]
- paragraph: „Was ich meine? Daß du mich verrückt machst mit deiner unerschütterlichen Ruhe. Bist du denn überhaupt kein Mann? Durch ihn, hörst du? Durch ihn hast du mich ja empfangen. Angenommen als Geschenk von einem anderen Mann hast du mich ... Und jetzt, jetzt sitzt du da ruhig und sprichst und tust, als ob er dein Freund sei. Hassen müßtest du ihn, hassen, sein Nacken, sein Gesicht, seinen Geist, seine Sonne. Hassen, weil du ihn untergehen siehst, ihm nicht hilfst. Du kniest nicht, du kniest nur, weil du dich nicht weißt ... weil du sprichst, weil du dich wohl fühlst in deiner Schwäche und ihn nicht hassest, daß deine Frau sich fühlt und sieht, was für ein Stümper du bist im Vergleich zu ihm! Aber ich ertrag's nicht länger! Ich liebe ihn und hab' ihn immer geliebt, ich sehne mich nach: [27, 1858, 399, 2049]
- column-rule: [1180, 44, 1181, 842]
- obituary-intro: Schmerzgebeugt gebe ich allen Verwandten und Bekannten Nachricht von dem Ableben meines Gatten, des Herrn: [853, 894, 1570, 939]
- wetter-cell-wx: bedeckt: [1481, 253, 1519, 263]
- wetter-cell-wx: ½ bedeckt: [1481, 281, 1530, 291]
- tschech-theater-title: Tschechische Theater von heute:: [113, 934, 314, 948]
- wetter-cell-p: [1270, 376, 1313, 386]
- wetter-cell-wind: —: [1407, 338, 1416, 348]
- ratgeber-section: [27, 981, 399, 1191]
- wetter-cell-t: 4: [1355, 310, 1361, 320]
- wetter-cell-p: 755: [1296, 281, 1312, 291]
- wetter-cell-wx: Nebel: [1481, 300, 1509, 310]
- ratgeber-sub: VERSCHIEDENES: [158, 1011, 269, 1024]
- neues-theater-title: Neues Theater: [31, 191, 196, 214]
- wetter-cell-city: Zürich: [1191, 310, 1220, 320]
- wetter-col-temp: Temperatur C: [1315, 179, 1324, 231]
- rundfunk-friday: Freitag, 30. Oktober.: [530, 94, 668, 108]
- wetter-col-weather: Wetter: [1481, 192, 1490, 218]
- column-rule: [1180, 1515, 1181, 2268]
- wetter-cell-n: [1593, 367, 1619, 376]
- wetter-cell-n: ½: [1609, 253, 1617, 263]
- wetter-cell-wx: bedeckt: [1481, 396, 1519, 406]
- auswaertige-buehnen: [27, 838, 399, 924]
- wetter-cell-p: 766: [1296, 310, 1312, 320]
- wetter-cell-city: A.-Schneek.: [1191, 376, 1246, 386]
- wetter-cell-city: Bordeaux: [1191, 357, 1235, 367]
- wetter-cell-wind: N 1: [1407, 319, 1422, 329]
- wetter-cell-wind: NW 4: [1407, 396, 1430, 406]
- wetter-cell-mx: 3: [1399, 376, 1404, 386]
- wetter-title: WETTERBERICHT: [1275, 112, 1533, 139]
- wetter-cell-wx: Schnee: [1481, 319, 1515, 329]
- spielplan-neues-title: Spielplan des Neuen Deutschen Theaters:: [85, 728, 341, 742]
- wetter-row: [1189, 348, 1619, 357]
- diamond-divider: ◆: [983, 130, 991, 142]
- page-number: 13: [762, 15, 788, 37]
- wetter-row: [1189, 329, 1619, 338]
- wetter-cell-t: 3: [1355, 338, 1361, 348]
- wetter-cell-t: —11: [1342, 396, 1361, 406]
- ratgeber-text: (3841) Langjähriger Abonnent. (26.) Uns nicht bekannt. Wenden Sie sich an die Uls, Berlin SW 68, Kochstraße 6—7. (3843) Markensammler Diosek. (26.) Wenden Sie sich an das Blatt „Donau-Post“, Bratislava. (3844) Brot, Komo. (26.) Erkundigen Sie sich bei der bevollmächtigten russischen Handelsvertretung, Prag II, Lützowova 21. (3848) Dreyfus. (26.) Ist uns leider nicht bekannt. (3845) Markensammler Josefov. (26.) Siehe Nr. 3842 im heutigen Ratgeber. (3846) Fritz Ukraine. (26.) Wir raten Ihnen, sich an das Unterrichtsministerium in Prag III., Karmelitská 5, zu wenden, wo man Ihnen mitteilen wird, welche Schritte Sie zu unternehmen haben. (3849) Magda. (26.) Gewiß können Sie das. (2850) Zeugnis 21. (26.) Ein in Ihrer Stellung tätiger Bewerber könnte in Betracht kommen. (2884) Tagblattleser. (26.) In der „Prager Abendzeitung“ vom 30. September war der Kopf richtig bezeichnet. Im „Prager Tagblatt“ vom 20. September wurde er irrtümlich verwechselt. (2336) Alter Abonnent. (26.) Die A. Hartlebens Verlag, Wien, dürfte eine derartige Broschüre herausgegeben haben. (2646) Langjähriger Abonnent. (26.) Sie müssen Adressen sind uns leider nicht bekannt. (2779) Karikatura. (26.) Das Buch ist im Ernst-Rowohlt-Verlag erschienen und durch jede Buchhandlung zu beziehen. (2824) Beunruhigte. (26.) Nähere Auskünfte über diese Firma können Sie beim Oberamt erhalten. (2691) Rudolf W., Passauerstraße 5. (2859) Kamill. Es trifft Sie keine Schulpflicht.: [27, 1026, 399, 1191]
- wetter-cell-city: Paris: [1191, 338, 1214, 348]
- wetter-cell-t: 5: [1355, 272, 1361, 282]
- obituary-sign: Else Fanta,: [1337, 1226, 1467, 1251]
- wetter-cell-n: 1: [1612, 357, 1617, 367]
- feuilleton-col-1: [27, 1520, 399, 2268]
- wetter-row: [1189, 291, 1619, 300]
- wetter-cell-mx: 2: [1399, 396, 1404, 406]
- neues-theater-ad: [29, 189, 214, 719]
- wetter-general: Im Bereich einer Tiefdruckfurche, die sich von Nordskandinavien über die Karpathen bis zur Südküste des Mittelmeeres erstreckt, kommt es noch immer zur Bildung kleiner selbständiger Störungen, die das Wetter im Osten der Republik ungünstig gestalten. Der Druckanstieg über dem Westen des Festlandes hat bereits eine allgemeine Winddrehung nach Westen veranlaßt, so daß unseren Gebieten nun wieder Luftmassen ozeanischer Herkunft zuströmen, wodurch eine leichte Temperaturzunahme bedingt wird. Der Gesamtcharakter der Witterung wird jedoch voraussichtlich veränderlich bleiben.: [1189, 421, 1619, 477]
- wetter-cell-city: Zugspitze: [1191, 396, 1236, 406]
- obituary-inner: [814, 864, 1609, 1495]
- paragraph: „Also doch! Also doch!“: [801, 1838, 937, 1851]
- auswaertige-title: Auswärtige Bühnen: [153, 837, 274, 851]
- paragraph: „Aber Kind, was denn? Du bist noch so jung, und Levita ist doch selbst verheiratet.“: [1186, 1569, 1624, 1597]
- obituary-body: Die Kremation findet Freitag, den 30. Oktober um ½3 Uhr nachmittags im Krematorium der Stadt Brünn statt.: [915, 1124, 1508, 1171]
- feuilleton-title: Sam Levitas Lebenstanz.: [121, 1533, 305, 1596]
- rundfunk-col2-sat: Tschechoslowakei: Prag (486.2 m, 617 kHz). 11.00: Schallplatten. 12.15: Arbeitsmarkt. 12.35: Preßburg. 13.50: Industrie, Handel. 14.00: Das gesunde Kind. 14.10: Schallplatten. 15.00: Brünn. 17.10: Wochenwerner. 17.40: Deutsch für Tschechen. 17.55: Literarische Halbestunde für die Jugend. 17.35: Hausvortrag. 18.00: Landwirt. 18.15: Arbeiter. 18.30: Deutsch. I. Oberdir. Dr. Franz Wenzel, Reichenberg: Die Bedeutung des Weltsparstages. 2. Max Glaser (Leitmeritz): Noble und ordinäre Leute am Deutschböhmen. 19.05: Fürchtet euch nicht vor Operationen. 19.20: Blasmusik. 20.20: Tschechische Jazzkompositionen für zwei Klaviere. Mitw.: Prof. Dr. Ervin E. Schulhoff und Dr. O. Letfus. 20.45: Lustiges Wochenende. 22.20—24.00: Ostrau. Brünn (341.7 m, 878 kHz). 11.00: Prag. 12.15: Prag. 12.35: Preßburg. 13.50: Prag. 14.10: Schallplatten. 15.00: Konzert. 17.10: Gegen tschechische Zeitung für die Jugend. 17.30: Prag. 17.55: Konzert. 18.05: Aktualitäten der Woche. 18.15: Prag. 18.25: Deutsch. I. Presse. 2. Wilma Stankl: Literarische Jugendstunde. Vortrag aus den Klassikern des Humors. 19.20: „Der Wimmer.“ Lustspiel von K. J. Tyl. 19.05—22.20: Prag. 22.25—24.00: Ostrau. Mährisch-Ostrau (263.4 m, 1139 kHz). 11.00: Prag. 12.15: Prag. 12.35: Preßburg. 13.50—14.30: Prag. 15.00: Brünn. 17.00: Jaeckel und eine Mohwalder Poesie. 18.35: Schallplatten. 18.50: Kinderecke. 17.10—18.05: Prag. 18.05: Wochenübersicht. 18.15: Prag. 18.25: Bauernblasmusik. 19.05—22.20: Prag. 22.25—24.00: Radiofilm. Preßburg (278.8 m, 1076 kHz). 11.00: Prag. 12.15: Prag. 12.35: Konzert. 13.50: Prag. 15.00: Brünn. 17.00: Schallplatten. 17.30: Märchen. 18.40: Haushaltführung. 19.00: Prag. 19.20: „Schwanenlied“ von A. P. Tschechow. 20.45: Prag. 22.25—24.00: Prag. Kaschau (293.5 m, 1022 kHz). 11.30: Schallplatten. 12.35: Konzert. 13.35: Russisch. 18.50: Sport. 15.00: Brünn. 17.00: Schallplatten. 18.00: Jugendstunde. 18.20: Börsenübersicht. 18.30: Liederkonzert. 19.20: Hebräische liturgische Gesänge. 19.50: Konzert. 20.45: Prag. Lustiges Wochenende. 22.25—24.00: Mähr.-Ostrau. Ausland: Kunst, Literatur, Wissenschaft. 19.10: Gotteslgabe, Berlin, Deutschlandsender. Konzerte. 17.00: Kurrende-Konzert. Mitteldeutsche Gruppe, Berlin. 17.00: Wiener Musik, Österreich. 17.10: Motette, Südwestdeutsche, Süddeutsche Gruppe. 20.00: Geistliches Konzert, Westdeutsche Gruppe. 20.00: Kirchenkonzert, Münster. 20.00: Symphoniekonzert, Westdeutscher, Deutsche Schweiz. 20.00: Hamburg. 20.20: Volkskonzert, Berlin, Deutschlandsender, Königsberg. 20.30: Symphoniekonzert, Norddeutsche Gruppe.: [799, 160, 1175, 414]
